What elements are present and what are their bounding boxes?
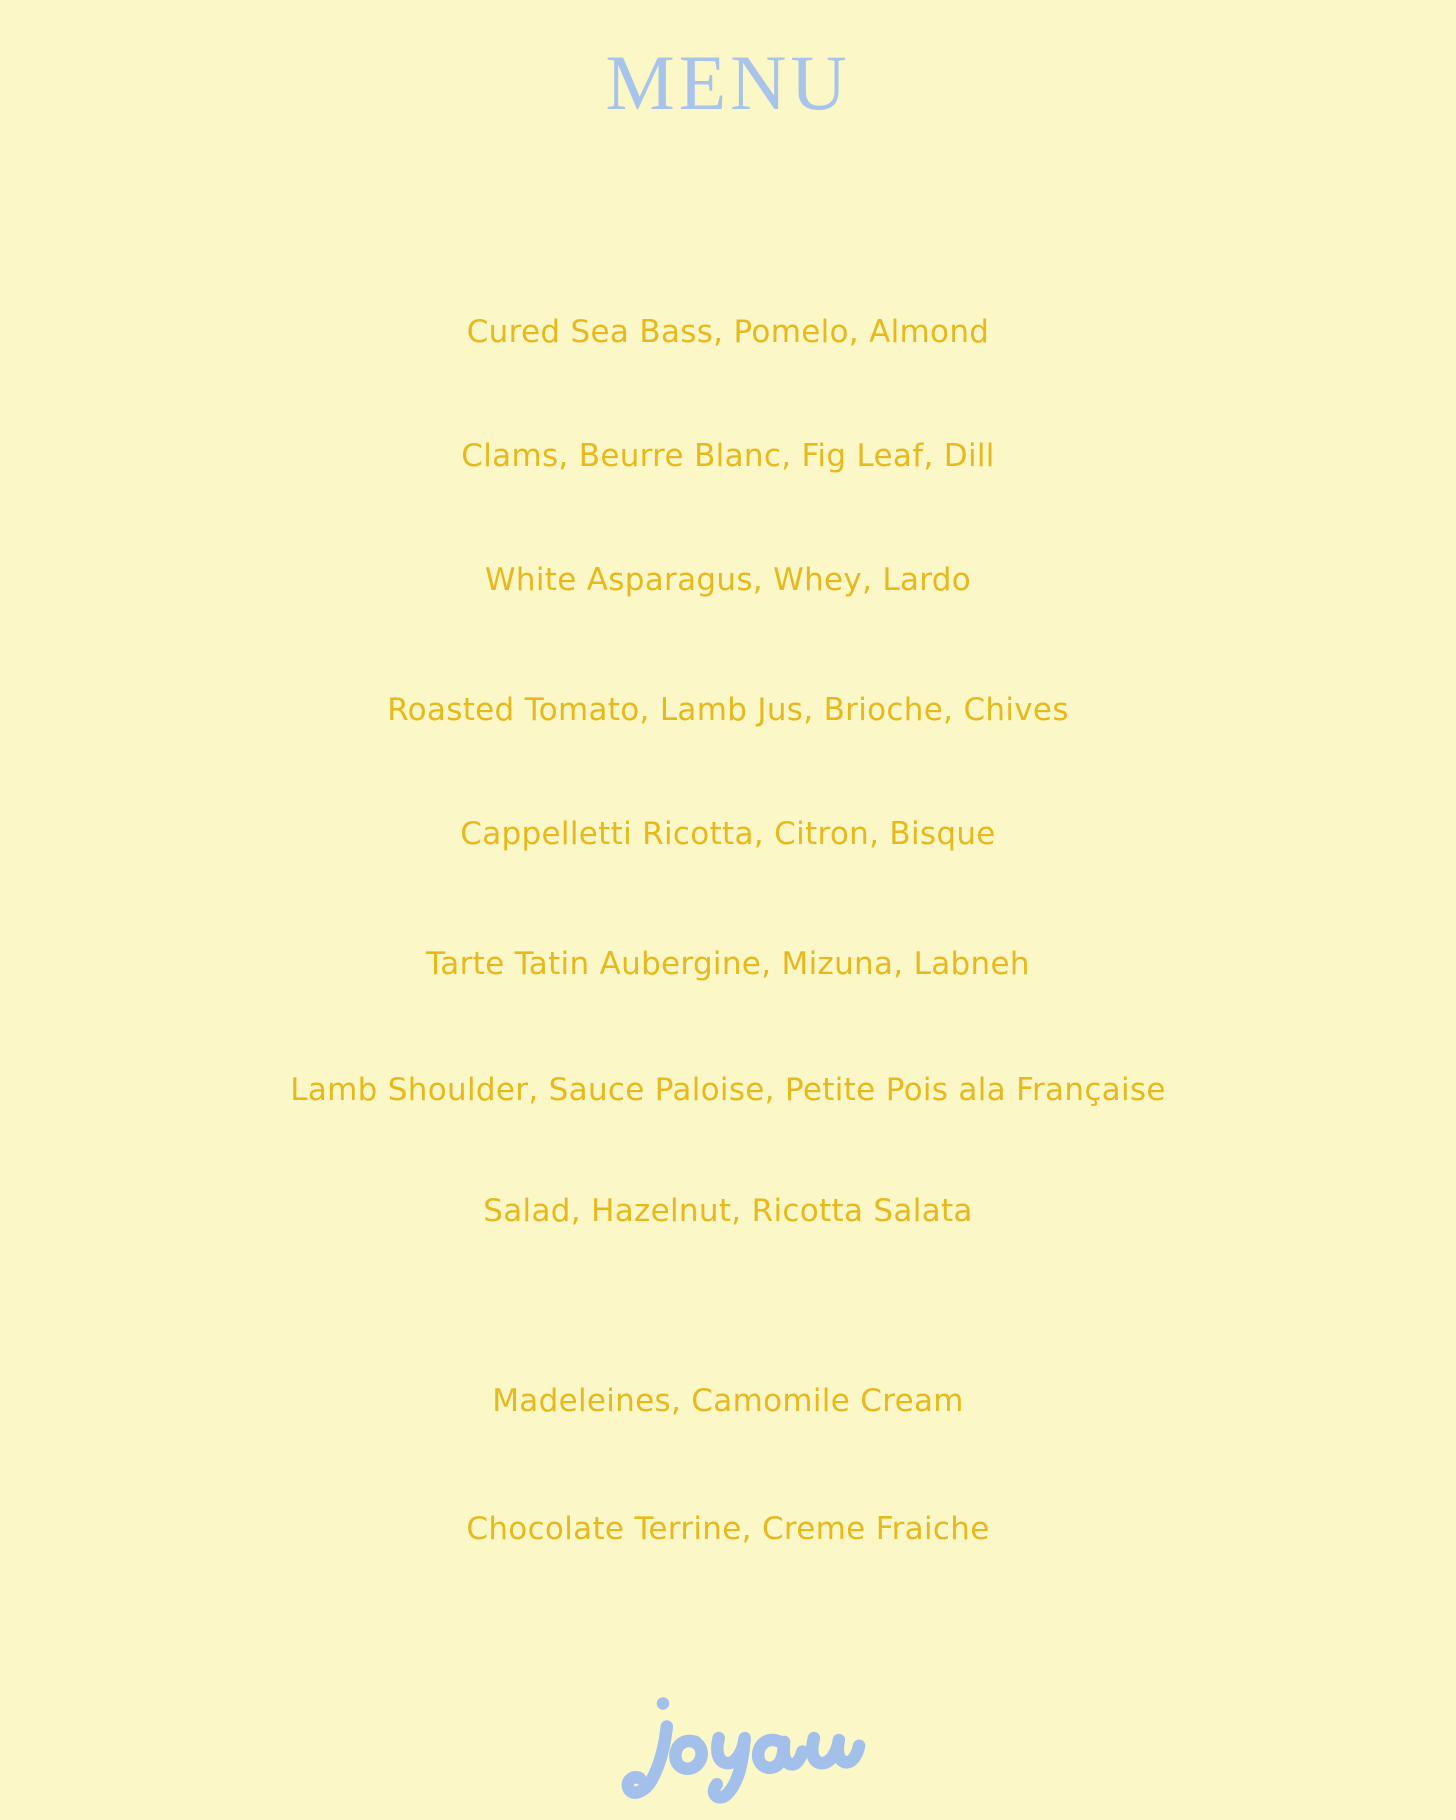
menu-item: Roasted Tomato, Lamb Jus, Brioche, Chives: [387, 692, 1069, 728]
menu-item: Chocolate Terrine, Creme Fraiche: [466, 1511, 990, 1547]
menu-item: Clams, Beurre Blanc, Fig Leaf, Dill: [461, 438, 995, 474]
joyau-strokes: [628, 1727, 859, 1798]
j-dot: [657, 1697, 670, 1710]
menu-item: Cured Sea Bass, Pomelo, Almond: [466, 314, 990, 350]
menu-item: Madeleines, Camomile Cream: [492, 1383, 964, 1419]
menu-item: Salad, Hazelnut, Ricotta Salata: [483, 1193, 973, 1229]
menu-item: Lamb Shoulder, Sauce Paloise, Petite Pois ala Française: [290, 1072, 1166, 1108]
menu-title: MENU: [605, 39, 851, 126]
joyau-logo: [607, 1690, 867, 1815]
menu-item: White Asparagus, Whey, Lardo: [484, 562, 972, 598]
menu-item: Cappelletti Ricotta, Citron, Bisque: [460, 816, 996, 852]
joyau-script-icon: [607, 1690, 867, 1815]
menu-item: Tarte Tatin Aubergine, Mizuna, Labneh: [426, 946, 1030, 982]
